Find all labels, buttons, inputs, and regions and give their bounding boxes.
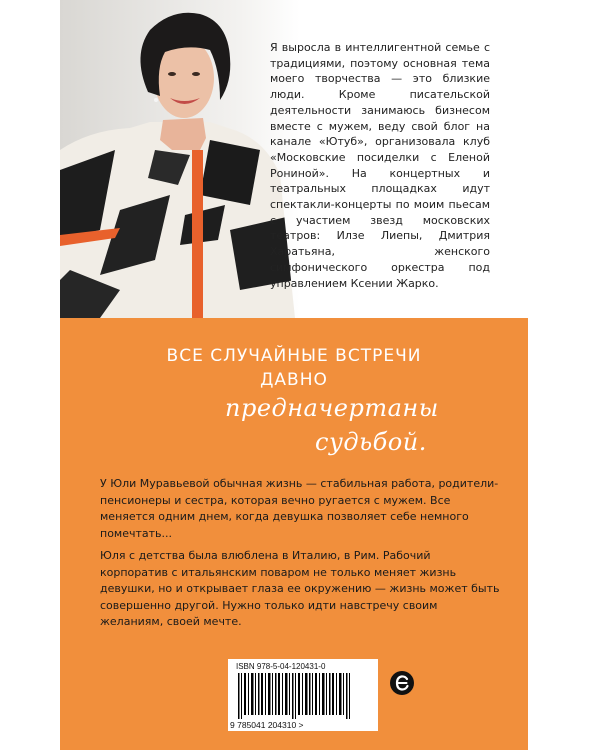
publisher-logo bbox=[389, 670, 415, 696]
author-bio: Я выросла в интеллигентной семье с традициями, поэтому основная тема моего творчества — это близкие люди. Кроме писательской деятельности занимаюсь бизнесом вместе с мужем, веду свой блог на канале «Ютуб», организовала клуб «Московские посиделки с Еленой Рониной». На концертных и театральных площадках идут спектакли-концерты по моим пьесам с участием звезд московских театров: Илзе Лиепы, Дмитрия Харатьяна, женского симфонического оркестра под управлением Ксении Жарко. bbox=[270, 41, 490, 290]
blurb-paragraph-2: Юля с детства была влюблена в Италию, в Рим. Рабочий корпоратив с итальянским поваром не только меняет жизнь девушки, но и открывает глаза ее окружению — жизнь может быть совершенно другой. Нужно только идти навстречу своим желаниям, своей мечте. bbox=[100, 549, 500, 628]
author-section bbox=[60, 0, 528, 318]
blurb-paragraph-1: У Юли Муравьевой обычная жизнь — стабильная работа, родители-пенсионеры и сестра, которая вечно ругается с мужем. Все меняется одним днем, когда девушка позволяет себе немного помечтать... bbox=[100, 477, 499, 540]
isbn-barcode bbox=[228, 659, 378, 731]
headline-line-1: ВСЕ СЛУЧАЙНЫЕ ВСТРЕЧИ bbox=[166, 346, 422, 366]
headline-line-2: ДАВНО bbox=[260, 370, 328, 390]
author-photo bbox=[60, 0, 300, 318]
headline-script-2: судьбой. bbox=[315, 428, 427, 456]
isbn-text: ISBN 978-5-04-120431-0 bbox=[236, 662, 326, 671]
headline-script-1: предначертаны bbox=[225, 394, 439, 422]
barcode-digits: 9 785041 204310 > bbox=[230, 720, 304, 730]
